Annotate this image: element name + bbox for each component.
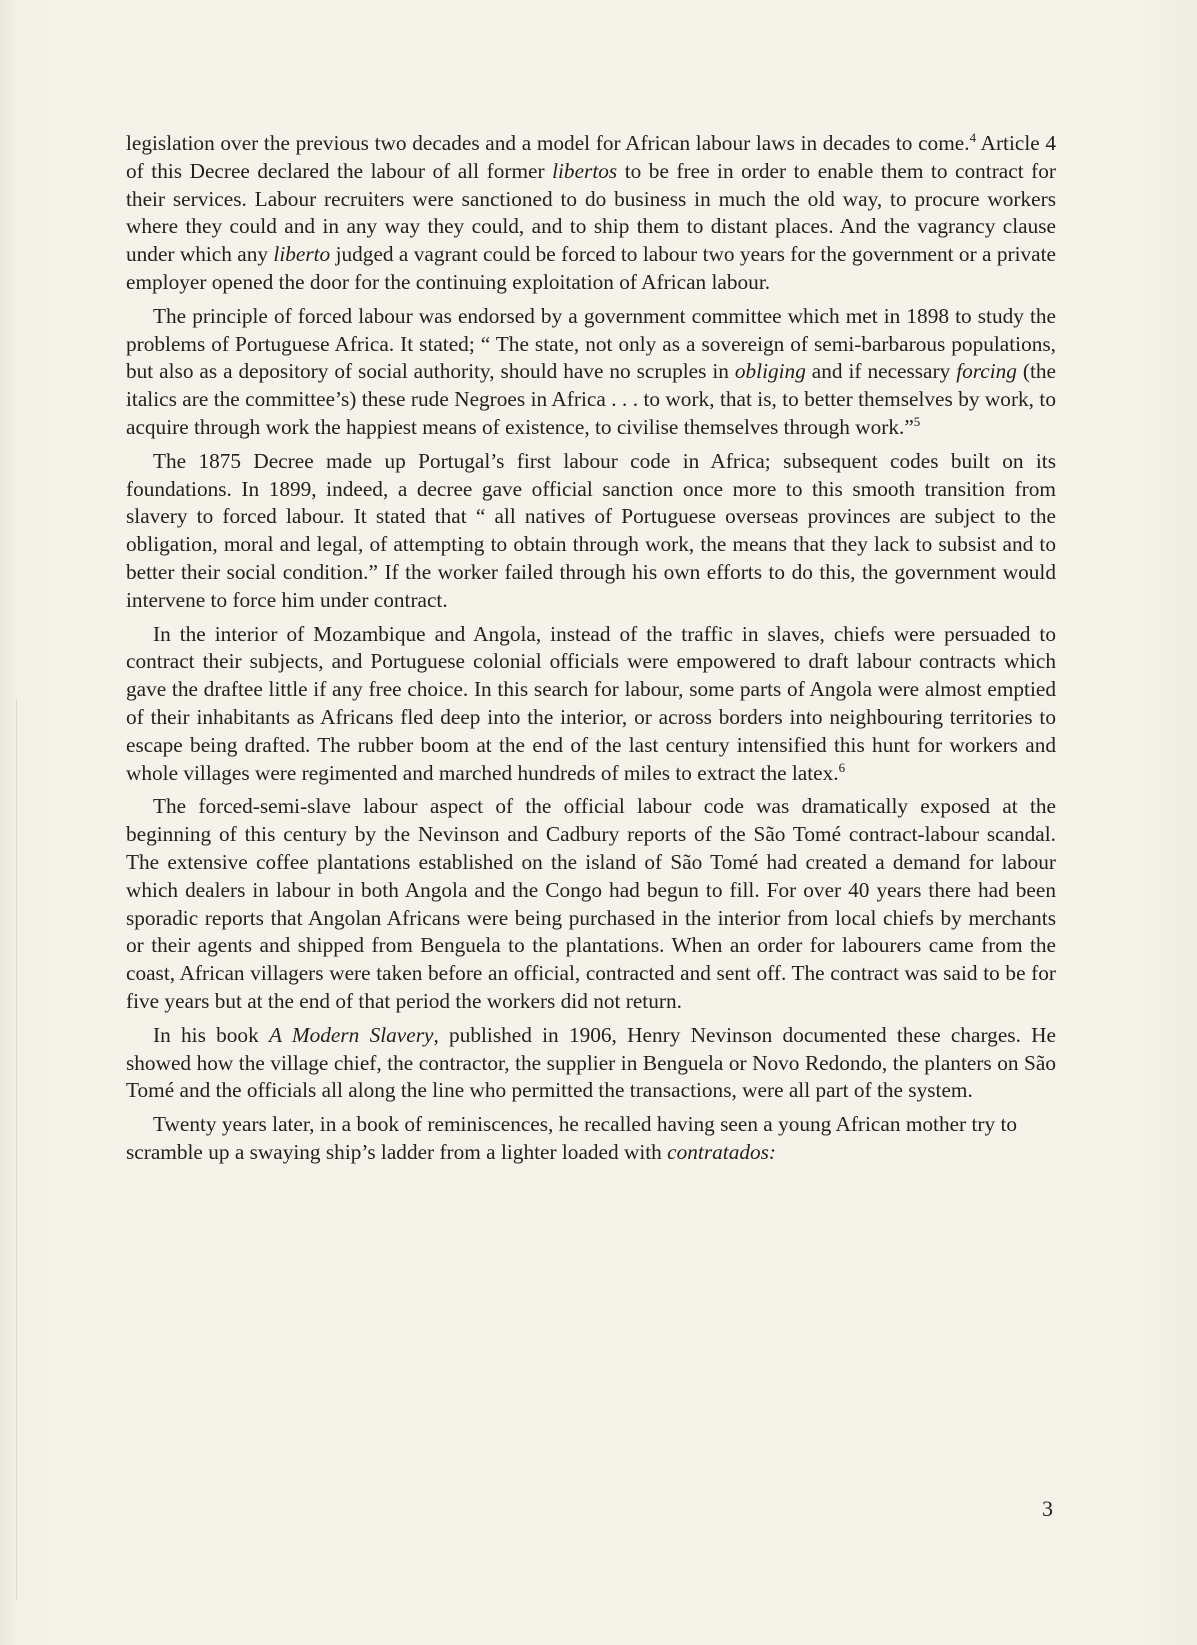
italic-text: liberto — [273, 242, 331, 267]
text-run: judged a vagrant could be forced to labour two years for the government or a private employer opened the door for the continuing exploitation of African labour. — [126, 242, 1056, 294]
footnote-marker: 6 — [838, 759, 846, 775]
footnote-marker: 4 — [969, 130, 977, 145]
text-run: In the interior of Mozambique and Angola, instead of the traffic in slaves, chiefs were persuaded to contract their subjects, and Portuguese colonial officials were empowered to draft labour contracts which gave the draftee little if any free choice. In this search for labour, some parts of Angola were almost emptied of their inhabitants as Africans fled deep into the interior, or across borders into neighbouring territories to escape being drafted. The rubber boom at the end of the last century intensified this hunt for workers and whole villages were regimented and marched hundreds of miles to extract the latex. — [126, 621, 1056, 785]
paragraph-p5 — [126, 793, 1056, 1015]
body-text — [126, 130, 1056, 1173]
italic-text: libertos — [552, 158, 618, 183]
text-run: and if necessary — [805, 359, 957, 384]
footnote-marker: 5 — [913, 413, 921, 429]
paragraph-p1 — [126, 130, 1056, 297]
italic-text: obliging — [734, 359, 806, 384]
paragraph-p2 — [126, 303, 1056, 442]
text-run: In his book — [153, 1022, 269, 1047]
text-run: Twenty years later, in a book of reminiscences, he recalled having seen a young African mother try to scramble up a swaying ship’s ladder from a lighter loaded with — [126, 1112, 1018, 1164]
paragraph-p7 — [126, 1111, 1056, 1167]
text-run: to be free in order to enable them to contract for their services. Labour recruiters were sanctioned to do business in much the old way, to procure workers where they could and in any way they could, and to ship them to distant places. And the vagrancy clause under which any — [126, 158, 1056, 267]
paragraph-p4 — [126, 621, 1056, 788]
italic-text: forcing — [956, 359, 1017, 384]
text-run: (the italics are the committee’s) these rude Negroes in Africa . . . to work, that is, to better themselves by work, to acquire through work the happiest means of existence, to civilise themselves through work.” — [126, 359, 1056, 439]
text-run: Article 4 of this Decree declared the labour of all former — [126, 131, 1057, 183]
text-run: , published in 1906, Henry Nevinson documented these charges. He showed how the village chief, the contractor, the supplier in Benguela or Novo Redondo, the planters on São Tomé and the officials all along the line who permitted the transactions, were all part of the system. — [126, 1022, 1056, 1103]
text-run: The forced-semi-slave labour aspect of the official labour code was dramatically exposed at the beginning of this century by the Nevinson and Cadbury reports of the São Tomé contract-labour scandal. The extensive coffee plantations established on the island of São Tomé had created a demand for labour which dealers in labour in both Angola and the Congo had begun to fill. For over 40 years there had been sporadic reports that Angolan Africans were being purchased in the interior from local chiefs by merchants or their agents and shipped from Benguela to the plantations. When an order for labourers came from the coast, African villagers were taken before an official, contracted and sent off. The contract was said to be for five years but at the end of that period the workers did not return. — [126, 794, 1056, 1013]
text-run: The principle of forced labour was endorsed by a government committee which met in 1898 to study the problems of Portuguese Africa. It stated; “ The state, not only as a sovereign of semi-barbarous populations, but also as a depository of social authority, should have no scruples in — [126, 303, 1056, 384]
page-binding-edge — [16, 700, 17, 1600]
text-run: The 1875 Decree made up Portugal’s first labour code in Africa; subsequent codes built on its foundations. In 1899, indeed, a decree gave official sanction once more to this smooth transition from slavery to forced labour. It stated that “ all natives of Portuguese overseas provinces are subject to the obligation, moral and legal, of attempting to obtain through work, the means that they lack to subsist and to better their social condition.” If the worker failed through his own efforts to do this, the government would intervene to force him under contract. — [126, 448, 1056, 612]
paragraph-p3 — [126, 448, 1056, 615]
paragraph-p6 — [126, 1022, 1056, 1105]
italic-text: contratados: — [667, 1139, 777, 1164]
text-run: legislation over the previous two decades and a model for African labour laws in decades to come. — [126, 131, 970, 155]
page-number: 3 — [1042, 1496, 1053, 1521]
italic-text: A Modern Slavery — [269, 1022, 434, 1047]
